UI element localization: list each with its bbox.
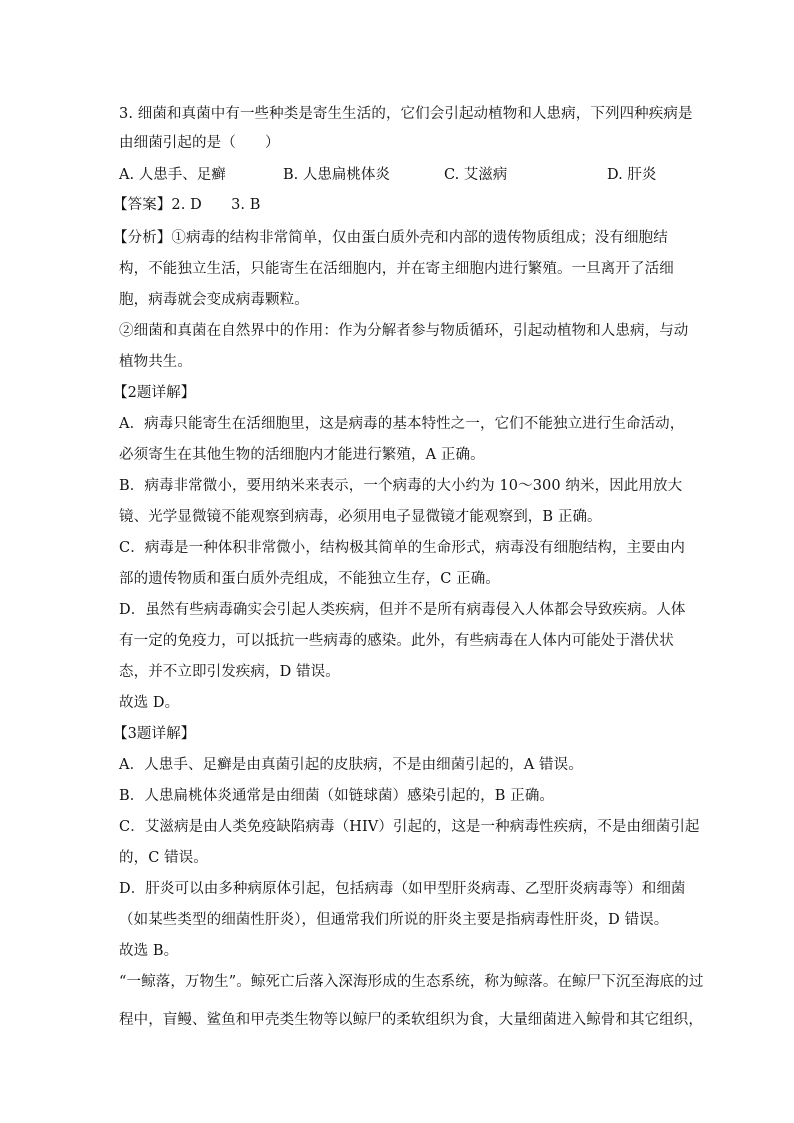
detail2-line: 态，并不立即引发疾病，D 错误。 <box>119 664 340 680</box>
detail3-line: C．艾滋病是由人类免疫缺陷病毒（HIV）引起的，这是一种病毒性疾病，不是由细菌引起 <box>119 819 700 835</box>
detail2-line: C．病毒是一种体积非常微小，结构极其简单的生命形式，病毒没有细胞结构，主要由内 <box>119 540 685 556</box>
question3-stem-line1: 3. 细菌和真菌中有一些种类是寄生生活的，它们会引起动植物和人患病，下列四种疾病是 <box>119 106 693 122</box>
analysis-line1: 【分析】①病毒的结构非常简单，仅由蛋白质外壳和内部的遗传物质组成；没有细胞结 <box>113 230 668 246</box>
question3-option-a: A. 人患手、足癣 <box>119 167 226 183</box>
detail2-line: 部的遗传物质和蛋白质外壳组成，不能独立生存，C 正确。 <box>119 571 500 587</box>
answer-line: 【答案】2. D 3. B <box>113 197 261 213</box>
detail2-line: A．病毒只能寄生在活细胞里，这是病毒的基本特性之一，它们不能独立进行生命活动， <box>119 416 685 432</box>
question3-option-c: C. 艾滋病 <box>444 167 508 183</box>
analysis-line2: 构，不能独立生活，只能寄生在活细胞内，并在寄主细胞内进行繁殖。一旦离开了活细 <box>119 261 674 277</box>
whalefall-line1: “一鲸落，万物生”。鲸死亡后落入深海形成的生态系统，称为鲸落。在鲸尸下沉至海底的过 <box>119 974 704 990</box>
detail3-line: 故选 B。 <box>119 943 179 959</box>
whalefall-line2: 程中，盲鳗、鲨鱼和甲壳类生物等以鲸尸的柔软组织为食，大量细菌进入鲸骨和其它组织， <box>119 1012 703 1028</box>
question3-option-b: B. 人患扁桃体炎 <box>283 167 390 183</box>
detail2-line: 镜、光学显微镜不能观察到病毒，必须用电子显微镜才能观察到，B 正确。 <box>119 509 602 525</box>
detail2-line: D．虽然有些病毒确实会引起人类疾病，但并不是所有病毒侵入人体都会导致疾病。人体 <box>119 602 686 618</box>
detail3-heading: 【3题详解】 <box>113 726 196 742</box>
detail3-line: 的，C 错误。 <box>119 850 208 866</box>
detail2-line: 必须寄生在其他生物的活细胞内才能进行繁殖，A 正确。 <box>119 447 485 463</box>
detail3-line: A．人患手、足癣是由真菌引起的皮肤病，不是由细菌引起的，A 错误。 <box>119 757 583 773</box>
analysis-line3: 胞，病毒就会变成病毒颗粒。 <box>119 292 309 308</box>
detail2-line: 故选 D。 <box>119 695 180 711</box>
analysis-line5: 植物共生。 <box>119 354 192 370</box>
detail3-line: B．人患扁桃体炎通常是由细菌（如链球菌）感染引起的，B 正确。 <box>119 788 555 804</box>
detail2-line: B．病毒非常微小，要用纳米来表示，一个病毒的大小约为 10～300 纳米，因此用放大 <box>119 478 683 494</box>
detail3-line: D．肝炎可以由多种病原体引起，包括病毒（如甲型肝炎病毒、乙型肝炎病毒等）和细菌 <box>119 881 686 897</box>
question3-option-d: D. 肝炎 <box>607 167 657 183</box>
detail2-heading: 【2题详解】 <box>113 385 196 401</box>
question3-stem-line2: 由细菌引起的是（ ） <box>119 135 280 151</box>
analysis-line4: ②细菌和真菌在自然界中的作用：作为分解者参与物质循环，引起动植物和人患病，与动 <box>119 323 689 339</box>
detail3-line: （如某些类型的细菌性肝炎），但通常我们所说的肝炎主要是指病毒性肝炎，D 错误。 <box>119 912 669 928</box>
detail2-line: 有一定的免疫力，可以抵抗一些病毒的感染。此外，有些病毒在人体内可能处于潜伏状 <box>119 633 674 649</box>
